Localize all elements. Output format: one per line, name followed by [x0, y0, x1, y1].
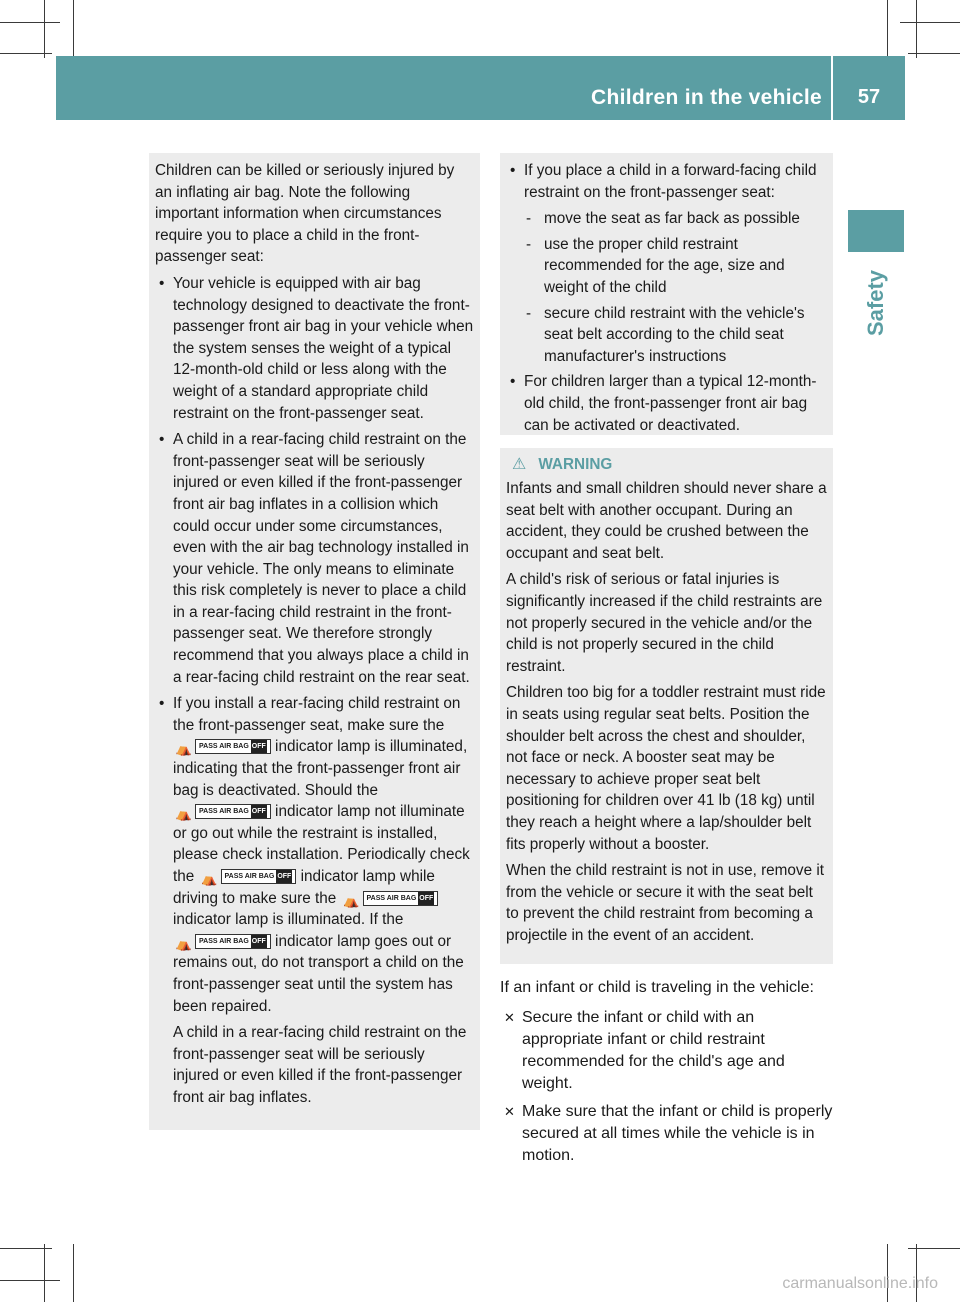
warning-paragraph: A child's risk of serious or fatal injuries is significantly increased if the child restraints are not properly secured in the vehicle and/or the child is not properly secured in the child restraint. [506, 571, 823, 675]
dash-item: - use the proper child restraint recommended for the age, size and weight of the child [526, 235, 785, 296]
bullet-icon: • [159, 695, 165, 713]
pass-air-bag-off-indicator: ⛺ PASS AIR BAG OFF [199, 868, 297, 885]
dash-item: - move the seat as far back as possible [506, 208, 827, 230]
list-item: • For children larger than a typical 12-month-old child, the front-passenger front air bag can be activated or deactivated. [510, 373, 817, 434]
dash-icon: - [526, 304, 532, 322]
pass-air-bag-off-indicator: ⛺ PASS AIR BAG OFF [173, 803, 271, 820]
step-arrow-icon: ✕ [504, 1104, 515, 1119]
child-seat-icon: ⛺ [201, 871, 218, 886]
closing-paragraph: A child in a rear-facing child restraint on the front-passenger seat will be seriously injured or even killed if the front-passenger front air bag inflates. [173, 1024, 467, 1106]
section-label: Safety [863, 269, 888, 337]
step-arrow-icon: ✕ [504, 1010, 515, 1025]
crop-mark [916, 0, 917, 58]
list-item: • Your vehicle is equipped with air bag technology designed to deactivate the front-passenger front air bag in your vehicle when the system senses the weight of a typical 12-month-old child or less along with the weight of a standard appropriate child restraint on the front-passenger seat. [159, 274, 474, 422]
pass-air-bag-off-indicator: ⛺ PASS AIR BAG OFF [173, 738, 271, 755]
instruction-step: ✕ Make sure that the infant or child is properly secured at all times while the vehicle is in motion. [504, 1103, 833, 1164]
warning-box [500, 448, 833, 964]
page-number: 57 [857, 86, 881, 108]
child-safety-box [149, 153, 480, 1130]
bullet-icon: • [510, 162, 516, 179]
bullet-icon: • [159, 274, 165, 292]
instructions-intro: If an infant or child is traveling in the vehicle: [500, 979, 814, 996]
dash-icon: - [526, 235, 532, 253]
list-item: • A child in a rear-facing child restraint on the front-passenger seat will be seriously injured or even killed if the front-passenger front air bag inflates in a collision which could occur under some circumstances, even with the air bag technology installed in your vehicle. The only means to eliminate this risk completely is never to place a child in a rear-facing child restraint in the front-passenger seat. We therefore strongly recommend that you always place a child in a rear-facing child restraint on the rear seat. [159, 431, 470, 686]
child-seat-icon: ⛺ [175, 806, 193, 822]
child-seat-icon: ⛺ [175, 741, 193, 757]
crop-mark [0, 1280, 60, 1281]
crop-mark [887, 0, 888, 58]
crop-mark [44, 0, 45, 58]
pass-air-bag-off-indicator: ⛺ PASS AIR BAG OFF [173, 933, 271, 950]
crop-mark [900, 22, 960, 23]
crop-mark [0, 22, 60, 23]
section-tab [848, 210, 904, 252]
list-item: • If you install a rear-facing child restraint on the front-passenger seat, make sure the ⛺ PASS AIR BAG OFF indicator lamp is illuminated, indicating that the front-passenger front air bag is deactivated. Should the ⛺ PASS AIR BAG OFF indicator lamp not illuminate or go out while the restraint is installed, please check installation. Periodically check the ⛺ PASS AIR BAG OFF indicator lamp while driving to make sure the ⛺ PASS AIR BAG OFF indicator lamp is illuminated. If the ⛺ PASS AIR BAG OFF indicator lamp goes out or remains out, do not transport a child on the front-passenger seat until the system has been repaired. [159, 695, 470, 1015]
crop-mark [73, 0, 74, 58]
crop-mark [887, 1244, 888, 1302]
instruction-step: ✕ Secure the infant or child with an appropriate infant or child restraint recommended for the child's age and weight. [504, 1009, 785, 1092]
dash-icon: - [526, 210, 532, 228]
warning-paragraph: Infants and small children should never share a seat belt with another occupant. During an accident, they could be crushed between the occupant and seat belt. [506, 480, 827, 562]
warning-heading: ⚠ WARNING [506, 454, 827, 476]
crop-mark [916, 1244, 917, 1302]
list-item: • If you place a child in a forward-facing child restraint on the front-passenger seat: [510, 162, 817, 201]
pass-air-bag-off-indicator: ⛺ PASS AIR BAG OFF [341, 890, 439, 907]
crop-mark [73, 1244, 74, 1302]
warning-triangle-icon: ⚠ [512, 456, 527, 473]
child-seat-icon: ⛺ [175, 935, 193, 951]
bullet-icon: • [159, 431, 165, 449]
page-title: Children in the vehicle [591, 86, 822, 109]
warning-paragraph: Children too big for a toddler restraint must ride in seats using regular seat belts. Position the shoulder belt across the chest and shoulder, not face or neck. A booster seat may be necessary to achieve proper seat belt positioning for children over 41 lb (18 kg) until they reach a height where a lap/shoulder belt fits properly without a booster. [506, 684, 826, 853]
forward-facing-box [500, 153, 833, 435]
instructions [500, 977, 836, 1172]
warning-paragraph: When the child restraint is not in use, remove it from the vehicle or secure it with the seat belt to prevent the child restraint from becoming a projectile in the event of an accident. [506, 862, 824, 944]
crop-mark [44, 1244, 45, 1302]
intro-paragraph: Children can be killed or seriously injured by an inflating air bag. Note the following important information when circumstances require you to place a child in the front-passenger seat: [155, 162, 455, 266]
child-seat-icon: ⛺ [343, 892, 360, 908]
bullet-icon: • [510, 373, 516, 391]
dash-item: - secure child restraint with the vehicle's seat belt according to the child seat manufacturer's instructions [526, 304, 805, 365]
watermark: carmanualsonline.info [782, 1275, 938, 1292]
